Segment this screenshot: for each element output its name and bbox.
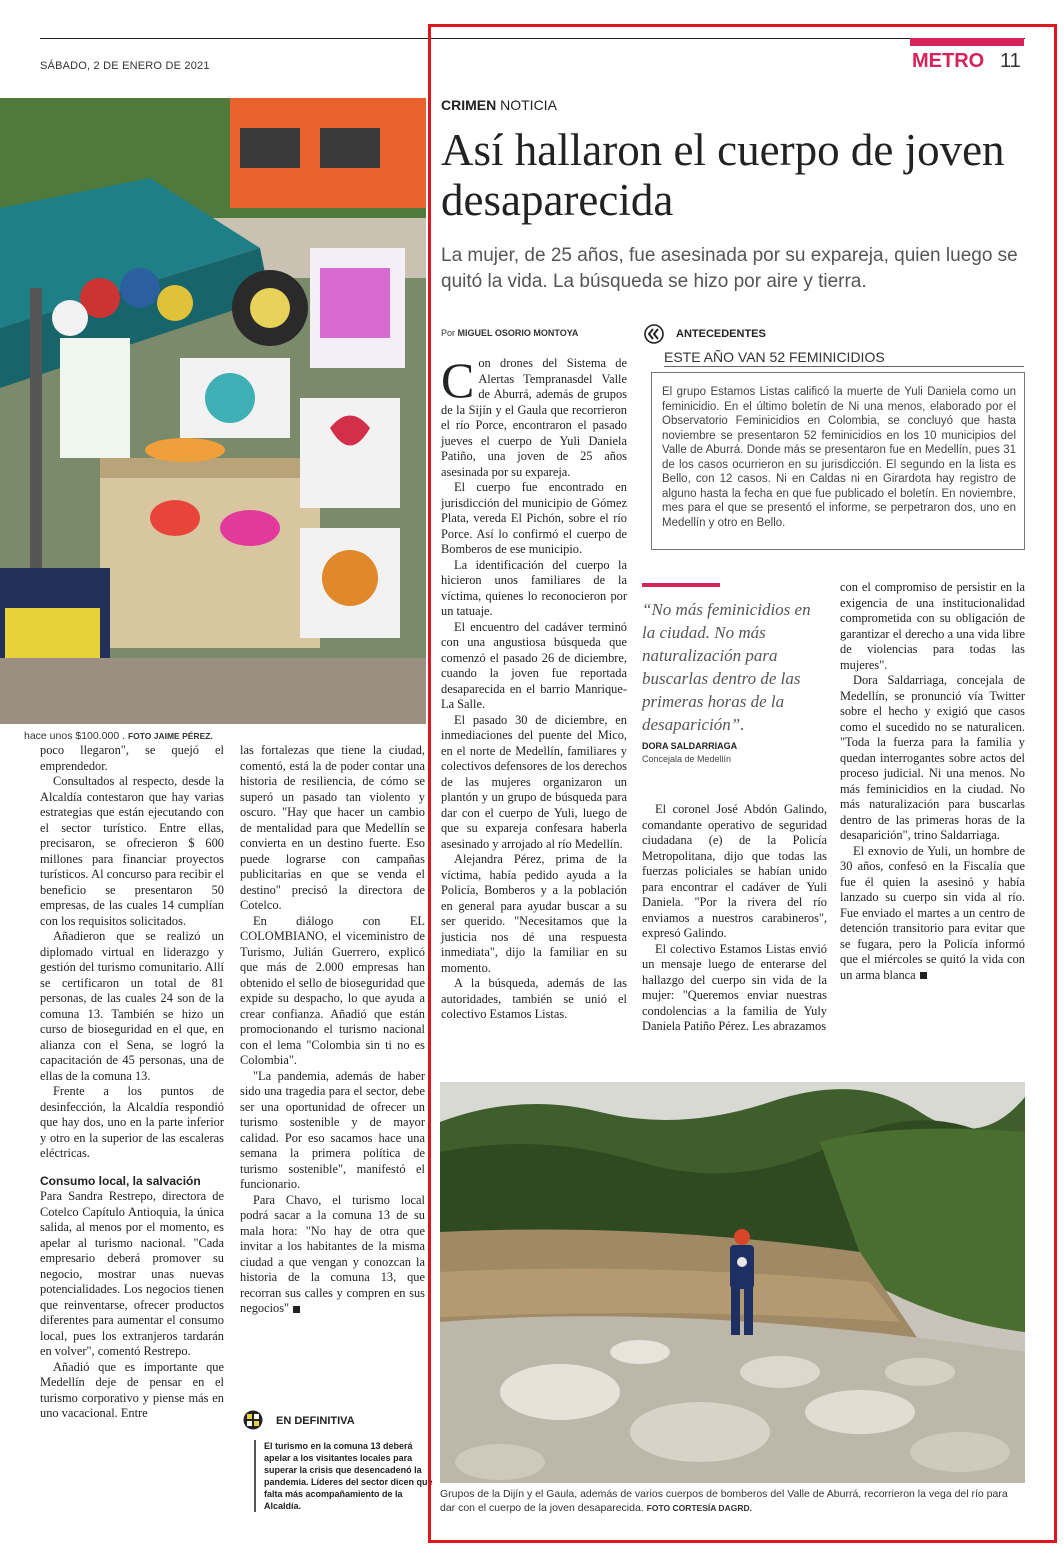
subheading: Consumo local, la salvación (40, 1173, 201, 1188)
paragraph: Para Sandra Restrepo, directora de Cotelco Capítulo Antioquia, la única salida, al menos por el momento, es apelar al turismo nacional. "Cada empresario deberá promover su negocio, mostrar unas nuevas potencialidades. Los negocios tienen que reinventarse, ofrecer productos diferentes para aumentar el consumo local, pues los extranjeros tardarán en volver", comentó Restrepo. (40, 1189, 224, 1358)
kicker-category: CRIMEN (441, 97, 497, 113)
en-definitiva-text: El turismo en la comuna 13 deberá apelar a los visitantes locales para superar la crisis que desencadenó la pandemia. Líderes del sector dicen que falta más acompañamiento de la Alcaldía. (254, 1440, 436, 1512)
antecedentes-label: ANTECEDENTES (676, 328, 766, 340)
paragraph: poco llegaron", se quejó el emprendedor. (40, 743, 224, 773)
river-photo-credit: FOTO CORTESÍA DAGRD. (646, 1503, 752, 1513)
paragraph: con el compromiso de persistir en la exigencia de una institucionalidad comprometida con su obligación de garantizar el derecho a una vida libre de violencias para todas las mujeres". (840, 580, 1025, 672)
paragraph: El pasado 30 de diciembre, en inmediaciones del puente del Mico, en el norte de Medellín, familiares y colectivos defensores de los derechos de las mujeres organizaron un plantón y un grupo de búsqueda para dar con el cuerpo de Yuli, luego de que su expareja confesara haberla asesinado y arrojado al río Medellín. (441, 712, 627, 851)
paragraph: A la búsqueda, además de las autoridades, también se unió el colectivo Estamos Listas. (441, 976, 627, 1021)
page-number: 11 (1000, 50, 1021, 72)
river-search-photo (440, 1082, 1025, 1483)
paragraph: Dora Saldarriaga, concejala de Medellín, se pronunció vía Twitter sobre el hecho y exigió que casos como el sucedido no se naturalicen. "Toda la fuerza para la familia y quedan interrogantes sobre actos del proceso judicial. Ni una menos. No más feminicidios en la ciudad. No más naturalización para buscarlas dentro de las primeras horas de la desaparición", trino Saldarriaga. (840, 673, 1025, 842)
main-article-column-1 (441, 352, 627, 1023)
paragraph: El colectivo Estamos Listas envió un mensaje luego de enterarse del hallazgo del cuerpo sin vida de la mujer: "Queremos enviar nuestras condolencias a la familia de Yuly Daniela Patiño Pérez. Les abrazamos (642, 941, 827, 1033)
paragraph: El cuerpo fue encontrado en jurisdicción del municipio de Gómez Plata, vereda El Pichón, sobre el río Porce. Así lo confirmó el cuerpo de Bomberos de ese municipio. (441, 480, 627, 556)
end-mark (293, 1306, 300, 1313)
antecedentes-rewind-icon (644, 324, 664, 344)
paragraph: El encuentro del cadáver terminó con una angustiosa búsqueda que comenzó el pasado 26 de diciembre, cuando la joven fue reportada desaparecida en el barrio Manrique-La Salle. (441, 619, 627, 711)
author-name: MIGUEL OSORIO MONTOYA (457, 328, 579, 338)
antecedentes-text: El grupo Estamos Listas calificó la muerte de Yuli Daniela como un feminicidio. En el último boletín de Ni una menos, elaborado por el Observatorio Feminicidios en Colombia, se concluyó que hasta noviembre se presentaron 52 feminicidios en los 10 municipios del Valle de Aburrá. Donde más se presentaron fue en Medellín, pues 31 de los casos ocurrieron en su jurisdicción. El segundo en la lista es Bello, con 12 casos. Ni en Caldas ni en Girardota hay registro de alguno hasta la fecha en que fue publicado el boletín. En noviembre, mes para el que se presentó el informe, se perpetraron dos, uno en Medellín y otro en Bello. (662, 386, 1016, 529)
section-name: METRO (912, 50, 985, 72)
left-photo-credit: FOTO JAIME PÉREZ. (127, 731, 213, 741)
paragraph: Para Chavo, el turismo local podrá sacar a la comuna 13 de su mala hora: "No hay de otra que invitar a los habitantes de la misma ciudad a que vengan y conozcan la historia de la comuna 13, que recorran sus calles y compren en sus negocios" (240, 1192, 425, 1315)
en-definitiva-icon (243, 1410, 263, 1430)
antecedentes-title: ESTE AÑO VAN 52 FEMINICIDIOS (664, 349, 1024, 367)
paragraph: Frente a los puntos de desinfección, la Alcaldía respondió que hay dos, uno en la parte inferior y otro en la superior de las escaleras eléctricas. (40, 1084, 224, 1160)
left-article-column-1 (40, 743, 224, 1422)
main-article-column-3 (840, 580, 1025, 983)
pull-quote: “No más feminicidios en la ciudad. No más naturalización para buscarlas dentro de las primeras horas de la desaparición”. (642, 600, 811, 734)
paragraph: El exnovio de Yuli, un hombre de 30 años, confesó en la Fiscalía que fue él quien la asesinó y había lanzado su cuerpo sin vida al río. Fue enviado el martes a un centro de detención transitorio para evitar que se fugara, pero la Policía informó que el miércoles se quitó la vida con un arma blanca (840, 843, 1025, 982)
main-article-column-2 (642, 802, 827, 1035)
deck: La mujer, de 25 años, fue asesinada por su expareja, quien luego se quitó la vida. La búsqueda se hizo por aire y tierra. (441, 245, 1018, 292)
paragraph: El coronel José Abdón Galindo, comandante operativo de seguridad ciudadana (e) de la Policía Metropolitana, dijo que todas las fuerzas policiales se habían unido para encontrar el cadáver de Yuli Daniela. "Por la rivera del río enviamos a nuestros carabineros", expresó Galindo. (642, 802, 827, 940)
paragraph: La identificación del cuerpo la hicieron unos familiares de la víctima, quienes lo reconocieron por un tatuaje. (441, 557, 627, 618)
river-photo-caption: Grupos de la Dijín y el Gaula, además de varios cuerpos de bomberos del Valle de Aburrá, recorrieron la vega del río para dar con el cuerpo de la joven desaparecida. FOTO CORTESÍA DAGRD. (440, 1488, 1008, 1514)
lead-paragraph: Con drones del Sistema de Alertas Tempranasdel Valle de Aburrá, además de grupos de la Sijín y el Gaula que recorrieron el río Porce, encontraron el pasado jueves el cuerpo de Yuli Daniela Patiño, una joven de 25 años asesinada por su expareja. (441, 352, 627, 479)
left-photo-caption: hace unos $100.000 . FOTO JAIME PÉREZ. (24, 730, 213, 742)
end-mark (920, 972, 927, 979)
quote-author: DORA SALDARRIAGA (642, 741, 738, 751)
byline: Por MIGUEL OSORIO MONTOYA (441, 328, 579, 338)
paragraph: Añadieron que se realizó un diplomado virtual en liderazgo y gestión del turismo comunitario. Allí se certificaron un total de 81 personas, de las cuales 24 son de la comuna 13. También se hizo un curso de bioseguridad en el que, en alianza con el Sena, se logró la capacitación de 45 personas, una de ellas de la comuna 13. (40, 929, 224, 1083)
en-definitiva-label: EN DEFINITIVA (276, 1415, 355, 1427)
paragraph: Alejandra Pérez, prima de la víctima, había pedido ayuda a la Policía, Bomberos y a la población en general para ayudar buscar a su ser querido. "Necesitamos que la justicia nos dé una respuesta inmediata", dijo la familiar en su momento. (441, 852, 627, 975)
kicker-type: NOTICIA (500, 97, 557, 113)
paragraph: Consultados al respecto, desde la Alcaldía contestaron que hay varias estrategias que están ejecutando con el sector turístico. Entre ellas, precisaron, se ofrecieron $ 600 millones para financiar proyectos turísticos. Al concurso para recibir el beneficio se presentaron 50 empresas, de las cuales 14 cumplían con los requisitos solicitados. (40, 774, 224, 928)
paragraph: las fortalezas que tiene la ciudad, comentó, está la de poder contar una historia de resiliencia, de cómo se superó un pasado tan violento y oscuro. "Hay que hacer un cambio de mentalidad para que Medellín se convierta en un destino fuerte. Eso puede lograrse con campañas publicitarias en que se venda el destino" precisó la directora de Cotelco. (240, 743, 425, 912)
headline: Así hallaron el cuerpo de joven desaparecida (441, 125, 1005, 225)
paragraph: Añadió que es importante que Medellín deje de pensar en el turismo corporativo y piense más en uno vacacional. Entre (40, 1359, 224, 1420)
paragraph: En diálogo con EL COLOMBIANO, el viceministro de Turismo, Julián Guerrero, explicó que más de 2.000 empresas han obtenido el sello de bioseguridad que expide su despacho, lo que ayuda a crear confianza. Añadió que están promocionando el turismo nacional con el lema "Colombia sin ti no es Colombia". (240, 913, 425, 1067)
paragraph: "La pandemia, además de haber sido una tragedia para el sector, debe ser una oportunidad de ofrecer un turismo sostenible y de mayor calidad. Por eso sacamos hace una semana la primera política de turismo sostenible", manifestó el funcionario. (240, 1068, 425, 1191)
drop-cap: C (441, 352, 475, 408)
left-article-column-2 (240, 743, 425, 1317)
article-kicker (441, 97, 557, 113)
quote-author-role: Concejala de Medellín (642, 754, 732, 764)
market-stall-photo (0, 98, 426, 724)
quote-accent-bar (642, 583, 720, 587)
issue-date: SÁBADO, 2 DE ENERO DE 2021 (40, 60, 210, 72)
